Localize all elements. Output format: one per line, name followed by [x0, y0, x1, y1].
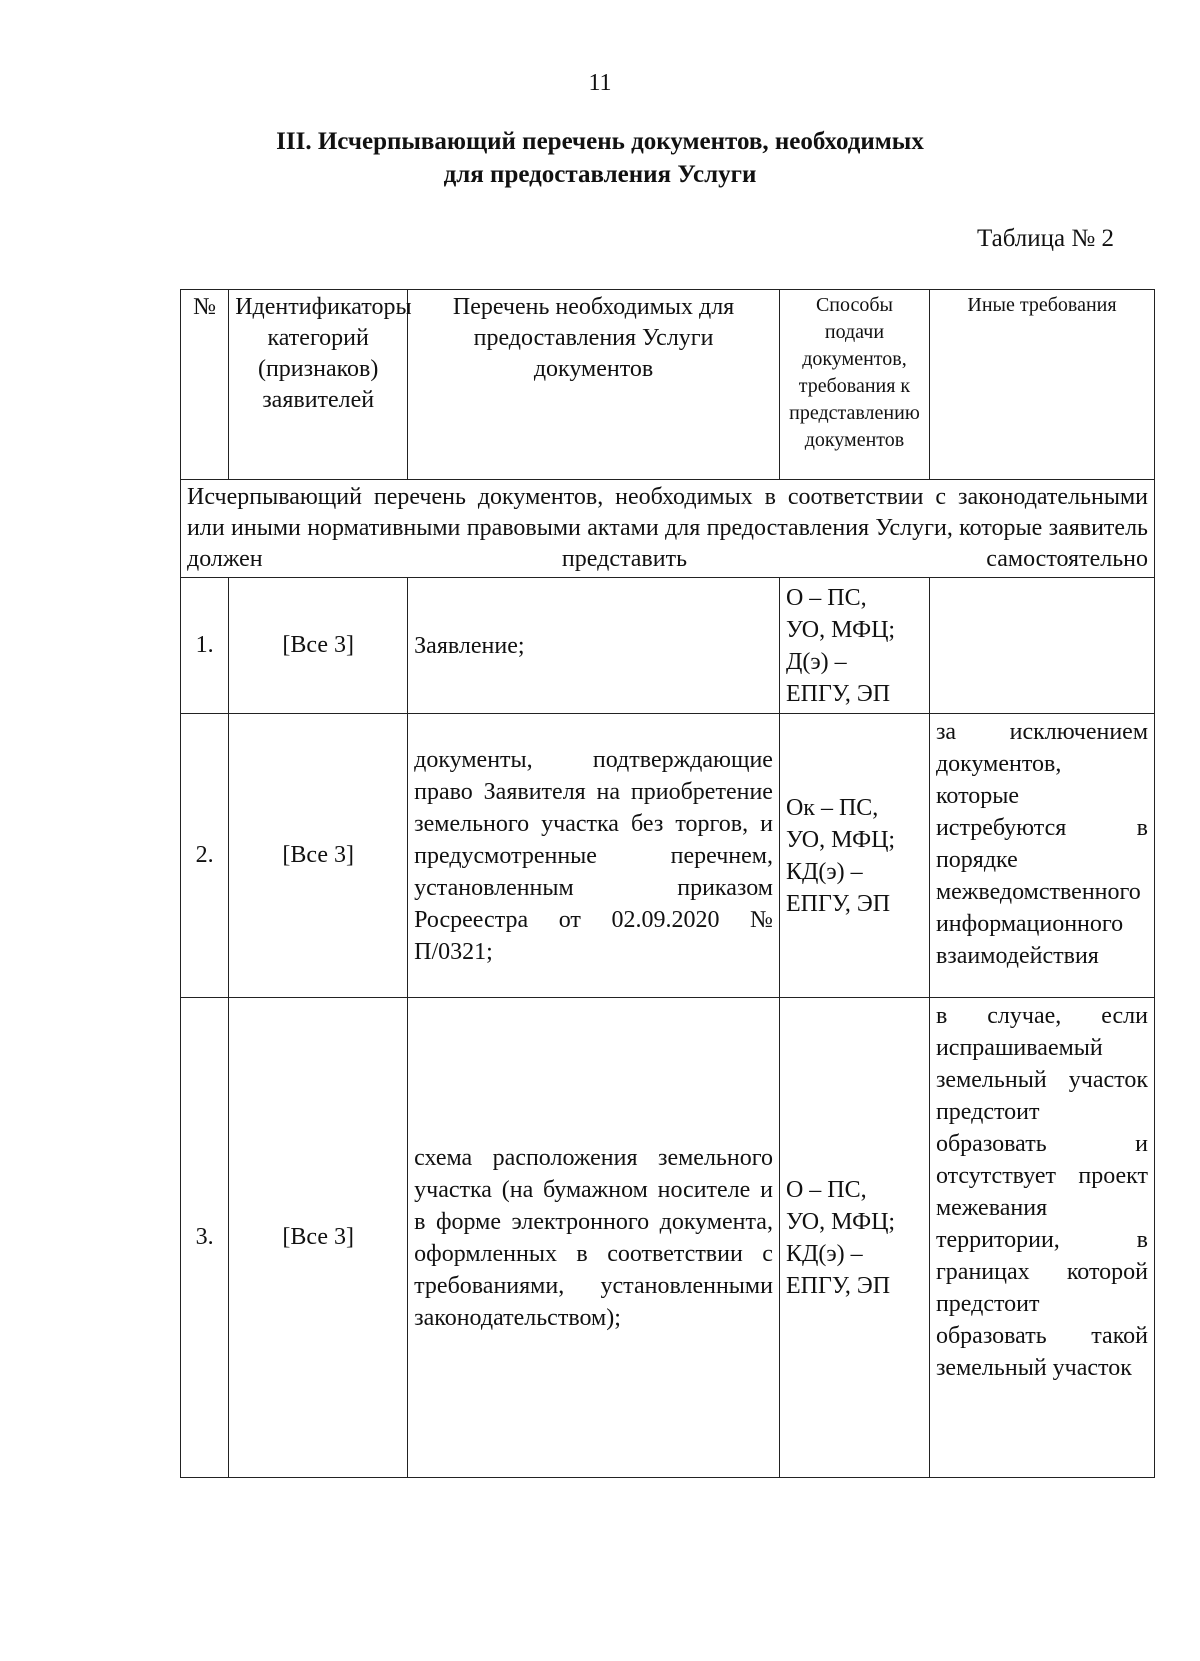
page-number: 11	[588, 70, 612, 96]
submission-line: Д(э) –	[785, 648, 847, 675]
header-documents: Перечень необходимых для предоставления Услуги документов	[408, 290, 780, 480]
row-other-requirements	[929, 578, 1154, 714]
submission-line: КД(э) –	[785, 1240, 863, 1267]
documents-table	[180, 289, 1155, 1478]
row-number: 2.	[181, 714, 229, 998]
row-number: 1.	[181, 578, 229, 714]
row-submission	[779, 578, 929, 714]
row-number: 3.	[181, 998, 229, 1478]
submission-line: КД(э) –	[785, 858, 863, 885]
submission-line: ЕПГУ, ЭП	[785, 680, 891, 707]
section-title-line-2: для предоставления Услуги	[443, 161, 757, 188]
header-num: №	[181, 290, 229, 480]
header-submission: Способы подачи документов, требования к представлению документов	[779, 290, 929, 480]
row-other-requirements: в случае, если испрашиваемый земельный участок предстоит образовать и отсутствует проект межевания территории, в границах которой предстоит образовать такой земельный участок	[929, 998, 1154, 1478]
submission-line: ЕПГУ, ЭП	[785, 1272, 891, 1299]
table-caption: Таблица № 2	[976, 225, 1114, 252]
table-header-row	[181, 290, 1155, 480]
row-document: документы, подтверждающие право Заявителя на приобретение земельного участка без торгов, и предусмотренные перечнем, установленным приказом Росреестра от 02.09.2020 № П/0321;	[408, 714, 780, 998]
table-row	[181, 578, 1155, 714]
section-title	[0, 125, 1200, 191]
section-heading: Исчерпывающий перечень документов, необходимых в соответствии с законодательными или иными нормативными правовыми актами для предоставления Услуги, которые заявитель должен представить самостоятельно	[181, 480, 1155, 578]
row-identifier: [Все 3]	[229, 714, 408, 998]
submission-line: УО, МФЦ;	[785, 616, 896, 643]
section-heading-row	[181, 480, 1155, 578]
row-document: схема расположения земельного участка (на бумажном носителе и в форме электронного документа, оформленных в соответствии с требованиями, установленными законодательством);	[408, 998, 780, 1478]
section-title-line-1: III. Исчерпывающий перечень документов, необходимых	[276, 128, 924, 155]
header-identifiers: Идентификаторы категорий (признаков) заявителей	[229, 290, 408, 480]
row-other-requirements: за исключением документов, которые истребуются в порядке межведомственного информационного взаимодействия	[929, 714, 1154, 998]
row-document: Заявление;	[408, 578, 780, 714]
table-row	[181, 714, 1155, 998]
table-row	[181, 998, 1155, 1478]
submission-line: УО, МФЦ;	[785, 826, 896, 853]
row-submission	[779, 714, 929, 998]
submission-line: О – ПС,	[785, 1176, 867, 1203]
row-identifier: [Все 3]	[229, 578, 408, 714]
submission-line: УО, МФЦ;	[785, 1208, 896, 1235]
submission-line: ЕПГУ, ЭП	[785, 890, 891, 917]
row-identifier: [Все 3]	[229, 998, 408, 1478]
submission-line: Ок – ПС,	[785, 794, 879, 821]
submission-line: О – ПС,	[785, 584, 867, 611]
header-other: Иные требования	[929, 290, 1154, 480]
row-submission	[779, 998, 929, 1478]
